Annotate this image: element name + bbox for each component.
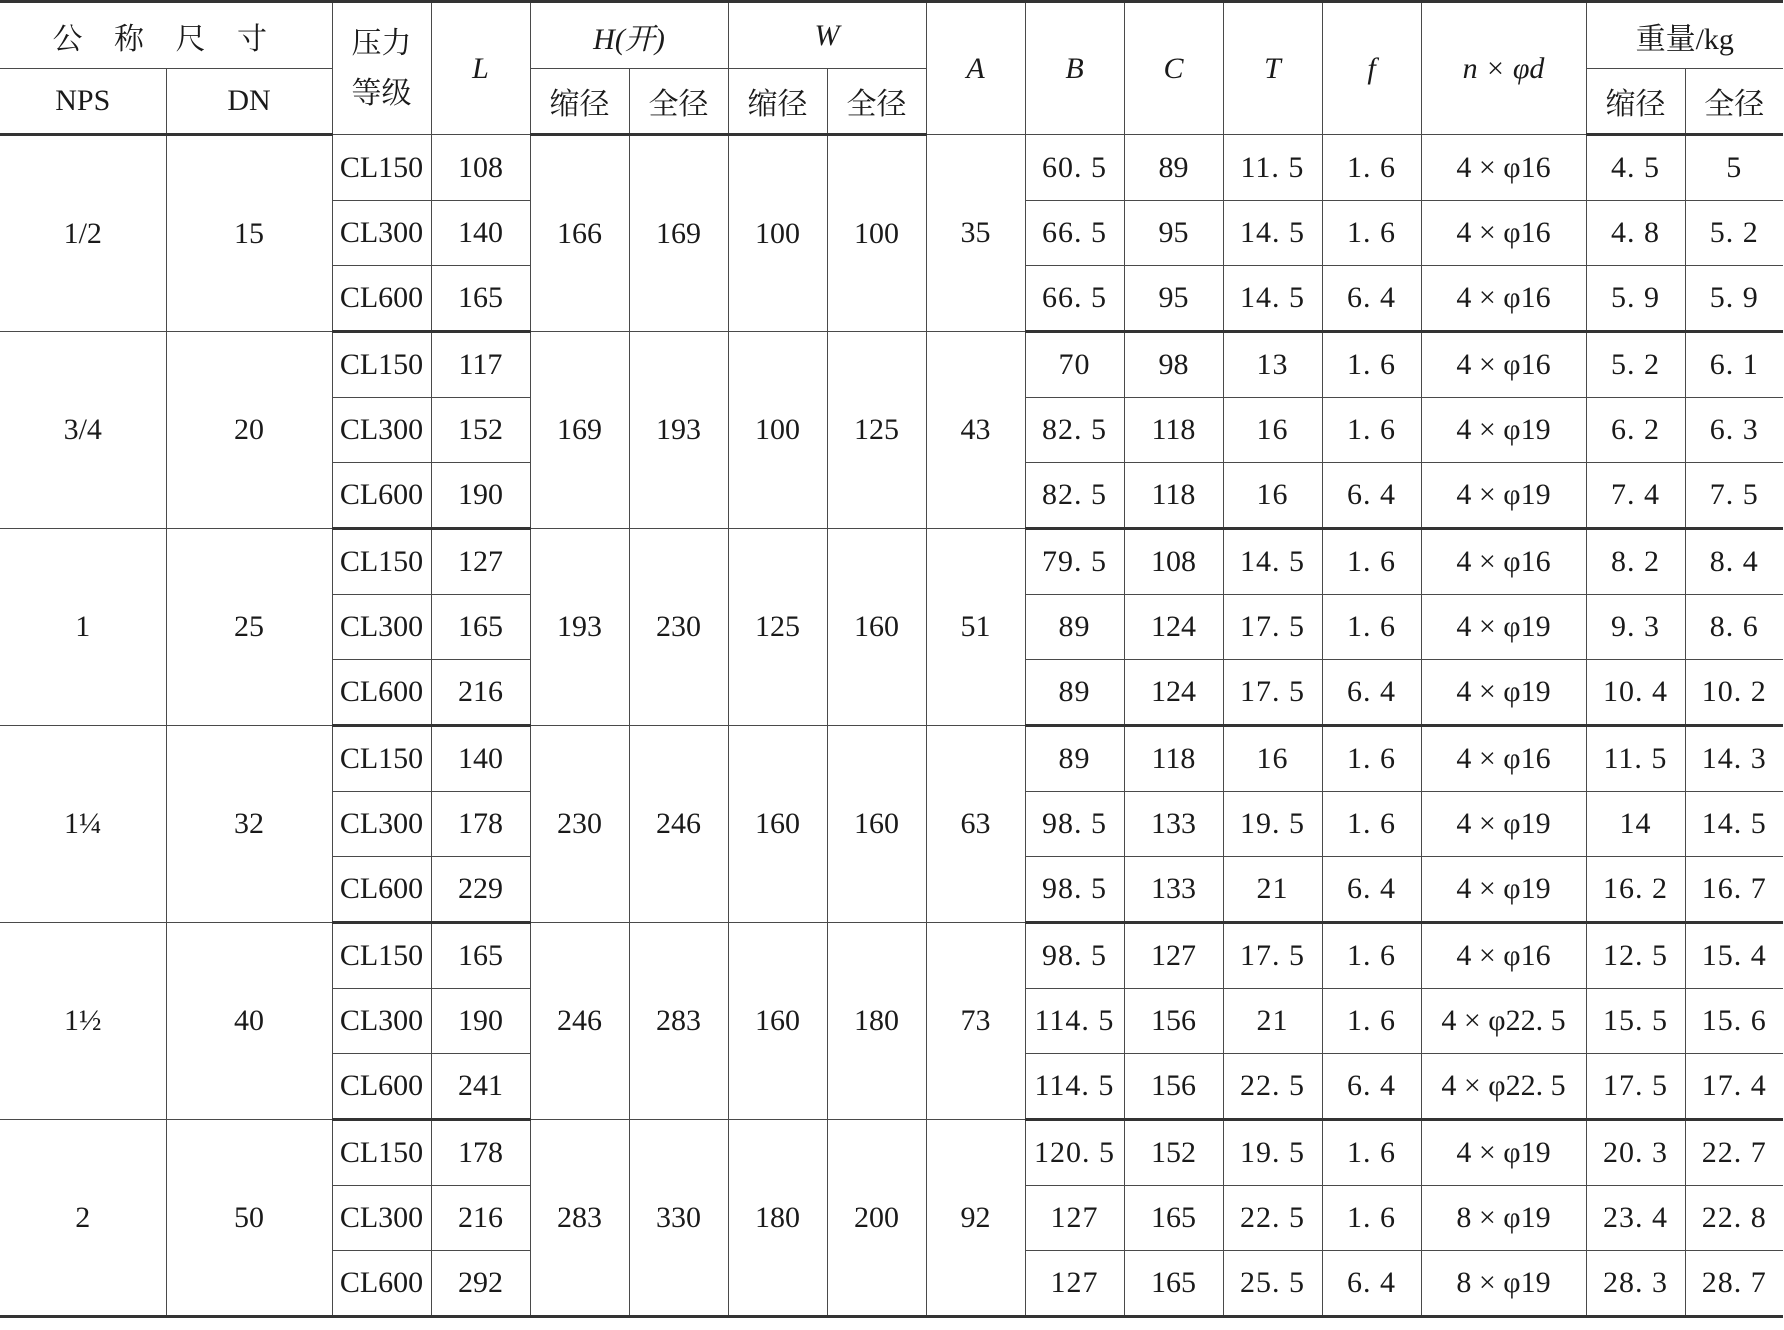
w-full-cell: 160 [827, 726, 926, 923]
bolt-holes-cell: 4 × φ19 [1421, 595, 1586, 660]
c-cell: 118 [1124, 398, 1223, 463]
weight-reduced-cell: 4. 5 [1586, 135, 1685, 201]
f-cell: 6. 4 [1322, 1251, 1421, 1317]
h-full-cell: 193 [629, 332, 728, 529]
c-cell: 98 [1124, 332, 1223, 398]
weight-reduced-cell: 23. 4 [1586, 1186, 1685, 1251]
w-full-cell: 125 [827, 332, 926, 529]
f-cell: 1. 6 [1322, 398, 1421, 463]
l-cell: 216 [431, 660, 530, 726]
l-cell: 241 [431, 1054, 530, 1120]
l-cell: 117 [431, 332, 530, 398]
h-reduced-cell: 166 [530, 135, 629, 332]
c-cell: 156 [1124, 989, 1223, 1054]
t-cell: 25. 5 [1223, 1251, 1322, 1317]
table-row [0, 1120, 1783, 1186]
l-cell: 292 [431, 1251, 530, 1317]
pressure-class-cell: CL150 [332, 923, 431, 989]
weight-reduced-cell: 9. 3 [1586, 595, 1685, 660]
bolt-holes-cell: 4 × φ22. 5 [1421, 1054, 1586, 1120]
table-body [0, 135, 1783, 1317]
c-cell: 95 [1124, 201, 1223, 266]
b-cell: 89 [1025, 726, 1124, 792]
f-cell: 6. 4 [1322, 266, 1421, 332]
weight-full-cell: 5 [1685, 135, 1783, 201]
c-cell: 118 [1124, 726, 1223, 792]
weight-reduced-cell: 15. 5 [1586, 989, 1685, 1054]
c-cell: 118 [1124, 463, 1223, 529]
table-row [0, 332, 1783, 398]
dn-cell: 25 [166, 529, 332, 726]
t-cell: 14. 5 [1223, 266, 1322, 332]
l-cell: 108 [431, 135, 530, 201]
bolt-holes-cell: 4 × φ19 [1421, 660, 1586, 726]
b-cell: 66. 5 [1025, 201, 1124, 266]
bolt-holes-cell: 4 × φ16 [1421, 266, 1586, 332]
f-cell: 1. 6 [1322, 1120, 1421, 1186]
t-cell: 21 [1223, 857, 1322, 923]
c-cell: 133 [1124, 857, 1223, 923]
h-reduced-header: 缩径 [530, 69, 629, 135]
nps-cell: 1 [0, 529, 166, 726]
bolt-holes-cell: 4 × φ19 [1421, 792, 1586, 857]
f-cell: 6. 4 [1322, 660, 1421, 726]
b-cell: 82. 5 [1025, 463, 1124, 529]
dn-cell: 15 [166, 135, 332, 332]
t-cell: 21 [1223, 989, 1322, 1054]
b-cell: 82. 5 [1025, 398, 1124, 463]
nps-cell: 1¼ [0, 726, 166, 923]
f-cell: 1. 6 [1322, 1186, 1421, 1251]
t-cell: 14. 5 [1223, 529, 1322, 595]
a-cell: 51 [926, 529, 1025, 726]
b-header: B [1025, 2, 1124, 135]
l-header: L [431, 2, 530, 135]
pressure-class-header: 压力等级 [332, 2, 431, 135]
weight-full-cell: 14. 5 [1685, 792, 1783, 857]
b-cell: 60. 5 [1025, 135, 1124, 201]
pressure-class-cell: CL300 [332, 201, 431, 266]
weight-full-cell: 22. 7 [1685, 1120, 1783, 1186]
b-cell: 66. 5 [1025, 266, 1124, 332]
bolt-holes-cell: 4 × φ16 [1421, 923, 1586, 989]
b-cell: 89 [1025, 660, 1124, 726]
l-cell: 165 [431, 595, 530, 660]
f-cell: 1. 6 [1322, 792, 1421, 857]
bolt-holes-cell: 4 × φ16 [1421, 201, 1586, 266]
f-cell: 1. 6 [1322, 529, 1421, 595]
l-cell: 178 [431, 792, 530, 857]
pressure-class-cell: CL150 [332, 332, 431, 398]
t-cell: 22. 5 [1223, 1186, 1322, 1251]
pressure-class-cell: CL600 [332, 463, 431, 529]
f-cell: 1. 6 [1322, 135, 1421, 201]
bolt-holes-cell: 4 × φ16 [1421, 332, 1586, 398]
a-cell: 43 [926, 332, 1025, 529]
w-full-cell: 180 [827, 923, 926, 1120]
bolt-holes-cell: 8 × φ19 [1421, 1186, 1586, 1251]
t-cell: 19. 5 [1223, 1120, 1322, 1186]
pressure-class-cell: CL600 [332, 1054, 431, 1120]
dn-header: DN [166, 69, 332, 135]
bolt-holes-cell: 8 × φ19 [1421, 1251, 1586, 1317]
weight-full-cell: 8. 6 [1685, 595, 1783, 660]
l-cell: 216 [431, 1186, 530, 1251]
b-cell: 98. 5 [1025, 857, 1124, 923]
b-cell: 127 [1025, 1251, 1124, 1317]
table-row [0, 923, 1783, 989]
h-reduced-cell: 230 [530, 726, 629, 923]
weight-reduced-cell: 8. 2 [1586, 529, 1685, 595]
t-cell: 16 [1223, 398, 1322, 463]
bolt-holes-cell: 4 × φ19 [1421, 463, 1586, 529]
weight-full-cell: 6. 1 [1685, 332, 1783, 398]
c-cell: 133 [1124, 792, 1223, 857]
weight-full-cell: 5. 2 [1685, 201, 1783, 266]
h-full-cell: 330 [629, 1120, 728, 1317]
bolt-holes-cell: 4 × φ22. 5 [1421, 989, 1586, 1054]
l-cell: 140 [431, 201, 530, 266]
pressure-class-cell: CL600 [332, 857, 431, 923]
pressure-class-cell: CL150 [332, 1120, 431, 1186]
t-cell: 16 [1223, 726, 1322, 792]
l-cell: 190 [431, 463, 530, 529]
w-reduced-cell: 180 [728, 1120, 827, 1317]
c-cell: 165 [1124, 1251, 1223, 1317]
pressure-class-cell: CL150 [332, 529, 431, 595]
l-cell: 190 [431, 989, 530, 1054]
f-cell: 1. 6 [1322, 923, 1421, 989]
t-cell: 16 [1223, 463, 1322, 529]
c-cell: 165 [1124, 1186, 1223, 1251]
b-cell: 98. 5 [1025, 792, 1124, 857]
dn-cell: 32 [166, 726, 332, 923]
w-header: W [728, 2, 926, 69]
dn-cell: 40 [166, 923, 332, 1120]
l-cell: 165 [431, 923, 530, 989]
f-cell: 6. 4 [1322, 857, 1421, 923]
t-cell: 17. 5 [1223, 923, 1322, 989]
weight-full-cell: 16. 7 [1685, 857, 1783, 923]
a-cell: 63 [926, 726, 1025, 923]
pressure-class-cell: CL600 [332, 1251, 431, 1317]
bolt-holes-cell: 4 × φ19 [1421, 398, 1586, 463]
weight-full-cell: 6. 3 [1685, 398, 1783, 463]
weight-header: 重量/kg [1586, 2, 1783, 69]
l-cell: 127 [431, 529, 530, 595]
t-cell: 17. 5 [1223, 660, 1322, 726]
w-reduced-cell: 100 [728, 135, 827, 332]
dn-cell: 20 [166, 332, 332, 529]
h-full-cell: 230 [629, 529, 728, 726]
l-cell: 165 [431, 266, 530, 332]
w-full-cell: 160 [827, 529, 926, 726]
l-cell: 152 [431, 398, 530, 463]
weight-full-cell: 15. 6 [1685, 989, 1783, 1054]
weight-full-cell: 14. 3 [1685, 726, 1783, 792]
t-cell: 19. 5 [1223, 792, 1322, 857]
f-cell: 1. 6 [1322, 989, 1421, 1054]
b-cell: 70 [1025, 332, 1124, 398]
weight-reduced-header: 缩径 [1586, 69, 1685, 135]
b-cell: 114. 5 [1025, 1054, 1124, 1120]
w-reduced-cell: 125 [728, 529, 827, 726]
c-cell: 152 [1124, 1120, 1223, 1186]
f-cell: 1. 6 [1322, 595, 1421, 660]
b-cell: 120. 5 [1025, 1120, 1124, 1186]
t-header: T [1223, 2, 1322, 135]
weight-reduced-cell: 12. 5 [1586, 923, 1685, 989]
weight-reduced-cell: 5. 2 [1586, 332, 1685, 398]
l-cell: 229 [431, 857, 530, 923]
w-full-header: 全径 [827, 69, 926, 135]
bolt-holes-cell: 4 × φ19 [1421, 1120, 1586, 1186]
weight-full-cell: 7. 5 [1685, 463, 1783, 529]
pressure-class-cell: CL300 [332, 398, 431, 463]
pressure-class-cell: CL600 [332, 660, 431, 726]
f-header: f [1322, 2, 1421, 135]
weight-full-cell: 15. 4 [1685, 923, 1783, 989]
weight-full-cell: 22. 8 [1685, 1186, 1783, 1251]
b-cell: 98. 5 [1025, 923, 1124, 989]
b-cell: 127 [1025, 1186, 1124, 1251]
l-cell: 140 [431, 726, 530, 792]
pressure-class-cell: CL300 [332, 989, 431, 1054]
h-full-header: 全径 [629, 69, 728, 135]
weight-full-cell: 5. 9 [1685, 266, 1783, 332]
f-cell: 1. 6 [1322, 332, 1421, 398]
a-header: A [926, 2, 1025, 135]
h-reduced-cell: 193 [530, 529, 629, 726]
w-reduced-cell: 160 [728, 726, 827, 923]
pressure-class-cell: CL300 [332, 792, 431, 857]
weight-full-header: 全径 [1685, 69, 1783, 135]
w-reduced-cell: 160 [728, 923, 827, 1120]
weight-reduced-cell: 4. 8 [1586, 201, 1685, 266]
c-cell: 156 [1124, 1054, 1223, 1120]
c-cell: 124 [1124, 660, 1223, 726]
c-cell: 89 [1124, 135, 1223, 201]
bolt-holes-cell: 4 × φ16 [1421, 529, 1586, 595]
w-reduced-cell: 100 [728, 332, 827, 529]
h-full-cell: 246 [629, 726, 728, 923]
pressure-class-cell: CL150 [332, 726, 431, 792]
t-cell: 13 [1223, 332, 1322, 398]
nps-cell: 1½ [0, 923, 166, 1120]
weight-reduced-cell: 6. 2 [1586, 398, 1685, 463]
h-full-cell: 283 [629, 923, 728, 1120]
nominal-size-header: 公 称 尺 寸 [0, 2, 332, 69]
bolt-holes-header: n × φd [1421, 2, 1586, 135]
table-row [0, 529, 1783, 595]
a-cell: 73 [926, 923, 1025, 1120]
nps-cell: 2 [0, 1120, 166, 1317]
t-cell: 22. 5 [1223, 1054, 1322, 1120]
f-cell: 1. 6 [1322, 726, 1421, 792]
bolt-holes-cell: 4 × φ16 [1421, 726, 1586, 792]
weight-reduced-cell: 11. 5 [1586, 726, 1685, 792]
b-cell: 114. 5 [1025, 989, 1124, 1054]
b-cell: 79. 5 [1025, 529, 1124, 595]
weight-reduced-cell: 20. 3 [1586, 1120, 1685, 1186]
weight-full-cell: 17. 4 [1685, 1054, 1783, 1120]
pressure-class-cell: CL150 [332, 135, 431, 201]
weight-reduced-cell: 7. 4 [1586, 463, 1685, 529]
bolt-holes-cell: 4 × φ19 [1421, 857, 1586, 923]
weight-reduced-cell: 10. 4 [1586, 660, 1685, 726]
w-full-cell: 200 [827, 1120, 926, 1317]
pressure-class-cell: CL300 [332, 1186, 431, 1251]
a-cell: 35 [926, 135, 1025, 332]
h-full-cell: 169 [629, 135, 728, 332]
h-reduced-cell: 246 [530, 923, 629, 1120]
pressure-class-cell: CL300 [332, 595, 431, 660]
c-cell: 95 [1124, 266, 1223, 332]
pressure-class-cell: CL600 [332, 266, 431, 332]
f-cell: 6. 4 [1322, 463, 1421, 529]
h-reduced-cell: 169 [530, 332, 629, 529]
c-cell: 127 [1124, 923, 1223, 989]
weight-reduced-cell: 14 [1586, 792, 1685, 857]
h-reduced-cell: 283 [530, 1120, 629, 1317]
bolt-holes-cell: 4 × φ16 [1421, 135, 1586, 201]
t-cell: 17. 5 [1223, 595, 1322, 660]
weight-reduced-cell: 16. 2 [1586, 857, 1685, 923]
nps-cell: 3/4 [0, 332, 166, 529]
t-cell: 14. 5 [1223, 201, 1322, 266]
dn-cell: 50 [166, 1120, 332, 1317]
f-cell: 6. 4 [1322, 1054, 1421, 1120]
nps-header: NPS [0, 69, 166, 135]
table-row [0, 726, 1783, 792]
weight-reduced-cell: 28. 3 [1586, 1251, 1685, 1317]
nps-cell: 1/2 [0, 135, 166, 332]
b-cell: 89 [1025, 595, 1124, 660]
weight-full-cell: 8. 4 [1685, 529, 1783, 595]
c-cell: 108 [1124, 529, 1223, 595]
l-cell: 178 [431, 1120, 530, 1186]
c-cell: 124 [1124, 595, 1223, 660]
weight-reduced-cell: 5. 9 [1586, 266, 1685, 332]
a-cell: 92 [926, 1120, 1025, 1317]
w-full-cell: 100 [827, 135, 926, 332]
t-cell: 11. 5 [1223, 135, 1322, 201]
f-cell: 1. 6 [1322, 201, 1421, 266]
weight-reduced-cell: 17. 5 [1586, 1054, 1685, 1120]
weight-full-cell: 28. 7 [1685, 1251, 1783, 1317]
c-header: C [1124, 2, 1223, 135]
w-reduced-header: 缩径 [728, 69, 827, 135]
weight-full-cell: 10. 2 [1685, 660, 1783, 726]
table-row [0, 135, 1783, 201]
h-open-header: H(开) [530, 2, 728, 69]
